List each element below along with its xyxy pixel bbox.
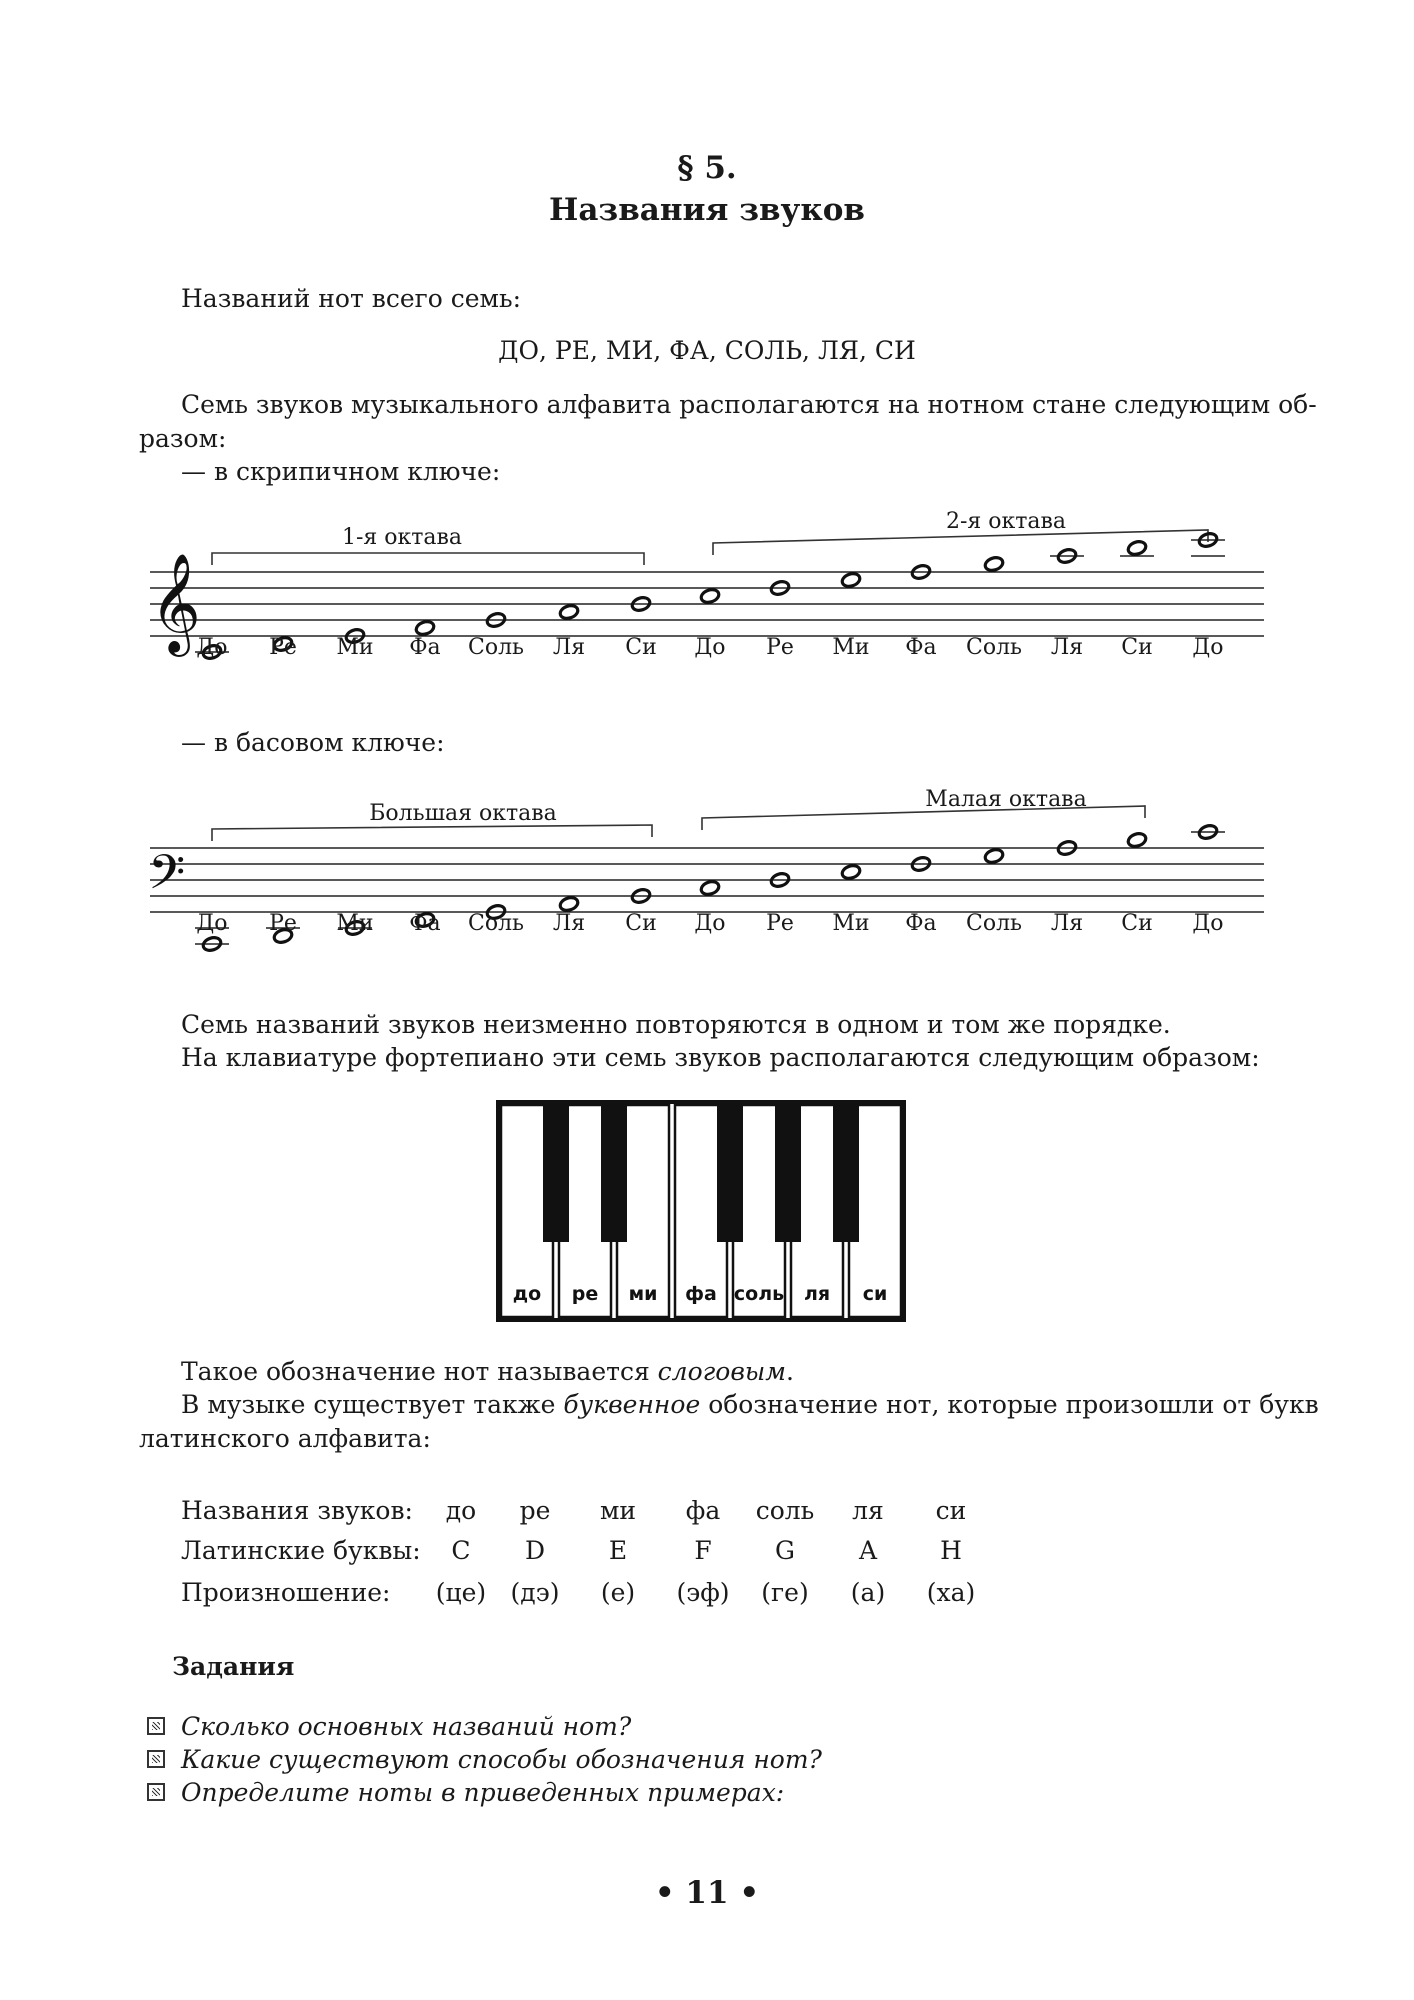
- bass-note-label: Ми: [336, 911, 374, 936]
- white-key-label: ре: [571, 1283, 599, 1305]
- bass-octave-bracket: [212, 825, 652, 841]
- table-cell: (ге): [761, 1578, 809, 1607]
- table-cell: фа: [685, 1496, 721, 1525]
- white-key-label: соль: [733, 1283, 785, 1305]
- white-key-label: ми: [628, 1283, 658, 1305]
- letter-paragraph-line1: [181, 1390, 1319, 1419]
- bass-staff: [0, 0, 1414, 980]
- task-item: [147, 1778, 784, 1807]
- table-cell: соль: [755, 1496, 815, 1525]
- letter-text-end: обозначение нот, которые произошли от букв: [700, 1390, 1319, 1419]
- treble-bracket2-label: 2-я октава: [945, 509, 1067, 534]
- treble-note-label: Соль: [965, 635, 1023, 660]
- black-key: [833, 1104, 859, 1242]
- table-row-label: Произношение:: [181, 1578, 391, 1607]
- checkbox-icon: [147, 1783, 165, 1801]
- bass-note-label: До: [694, 911, 726, 936]
- intro-paragraph: Названий нот всего семь:: [181, 284, 521, 313]
- page-number: • 11 •: [654, 1875, 760, 1911]
- page-title: Названия звуков: [549, 192, 865, 228]
- table-cell: E: [608, 1536, 628, 1565]
- checkbox-icon: [147, 1717, 165, 1735]
- treble-note-label: Ми: [832, 635, 870, 660]
- table-cell: (а): [850, 1578, 886, 1607]
- alphabet-paragraph-line2: разом:: [139, 424, 227, 453]
- letter-paragraph-line2: латинского алфавита:: [139, 1424, 431, 1453]
- table-row-label: Латинские буквы:: [181, 1536, 421, 1565]
- bass-note-head: [700, 880, 721, 897]
- treble-clef-icon: 𝄞: [150, 553, 201, 653]
- note-names-line: ДО, РЕ, МИ, ФА, СОЛЬ, ЛЯ, СИ: [498, 336, 916, 365]
- bass-note-head: [984, 848, 1005, 865]
- treble-note-label: Фа: [409, 635, 441, 660]
- bass-note-head: [1127, 832, 1148, 849]
- treble-note-label: Ре: [766, 635, 794, 660]
- bass-note-label: Фа: [409, 911, 441, 936]
- syllabic-text: Такое обозначение нот называется: [181, 1357, 658, 1386]
- task-text: Определите ноты в приведенных примерах:: [181, 1778, 785, 1807]
- bass-note-label: До: [1192, 911, 1224, 936]
- table-cell: (е): [600, 1578, 636, 1607]
- syllabic-emphasis: слоговым: [657, 1357, 786, 1386]
- black-key: [775, 1104, 801, 1242]
- table-cell: A: [858, 1536, 878, 1565]
- treble-note-label: Си: [1121, 635, 1153, 660]
- bass-note-label: Соль: [467, 911, 525, 936]
- treble-note-label: Ля: [1050, 635, 1084, 660]
- section-number: § 5.: [677, 150, 737, 186]
- black-key: [543, 1104, 569, 1242]
- bass-bracket1-label: Большая октава: [369, 801, 557, 826]
- treble-bracket1-label: 1-я октава: [341, 525, 463, 550]
- black-key: [601, 1104, 627, 1242]
- table-cell: G: [775, 1536, 795, 1565]
- treble-note-label: Фа: [905, 635, 937, 660]
- treble-note-label: До: [694, 635, 726, 660]
- alphabet-paragraph-line1: Семь звуков музыкального алфавита располагаются на нотном стане следующим об-: [181, 390, 1317, 419]
- table-cell: ми: [599, 1496, 637, 1525]
- bass-staff-lines: [150, 848, 1264, 912]
- bass-note-label: Ре: [766, 911, 794, 936]
- bass-note-label: Фа: [905, 911, 937, 936]
- syllabic-period: .: [785, 1357, 794, 1386]
- table-cell: ре: [519, 1496, 551, 1525]
- treble-note-label: Си: [625, 635, 657, 660]
- table-cell: C: [451, 1536, 471, 1565]
- piano-keyboard: [496, 1100, 906, 1322]
- checkbox-icon: [147, 1750, 165, 1768]
- white-key-label: ля: [803, 1283, 831, 1305]
- tasks-title: Задания: [172, 1652, 295, 1681]
- bass-note-label: Си: [625, 911, 657, 936]
- bass-clef-icon: 𝄢: [148, 844, 186, 912]
- table-cell: ля: [852, 1496, 884, 1525]
- bass-note-label: Ре: [269, 911, 297, 936]
- task-item: [147, 1745, 822, 1774]
- treble-note-label: До: [196, 635, 228, 660]
- bass-notes: [195, 824, 1225, 953]
- bass-note-label: Соль: [965, 911, 1023, 936]
- white-key-label: фа: [685, 1283, 717, 1305]
- bass-note-label: До: [196, 911, 228, 936]
- bass-note-head: [841, 864, 862, 881]
- bass-note-label: Си: [1121, 911, 1153, 936]
- bass-note-label: Ля: [552, 911, 586, 936]
- table-cell: си: [935, 1496, 967, 1525]
- task-item: [147, 1712, 631, 1741]
- black-key: [717, 1104, 743, 1242]
- treble-clef-caption: — в скрипичном ключе:: [181, 457, 501, 486]
- table-cell: F: [694, 1536, 712, 1565]
- table-cell: до: [445, 1496, 477, 1525]
- repeat-paragraph: Семь названий звуков неизменно повторяются в одном и том же порядке.: [181, 1010, 1171, 1039]
- bass-clef-caption: — в басовом ключе:: [181, 728, 445, 757]
- syllabic-paragraph: [181, 1357, 794, 1386]
- table-cell: D: [524, 1536, 546, 1565]
- table-cell: H: [940, 1536, 962, 1565]
- table-cell: (дэ): [510, 1578, 560, 1607]
- task-text: Какие существуют способы обозначения нот?: [181, 1745, 822, 1774]
- table-cell: (ха): [926, 1578, 976, 1607]
- table-row-label: Названия звуков:: [181, 1496, 413, 1525]
- letter-text-start: В музыке существует также: [181, 1390, 564, 1419]
- treble-note-label: Ре: [269, 635, 297, 660]
- white-key-label: си: [862, 1283, 888, 1305]
- table-cell: (эф): [676, 1578, 730, 1607]
- table-cell: (це): [435, 1578, 487, 1607]
- treble-note-label: Соль: [467, 635, 525, 660]
- white-key-label: до: [512, 1283, 542, 1305]
- task-text: Сколько основных названий нот?: [181, 1712, 632, 1741]
- keyboard-paragraph: На клавиатуре фортепиано эти семь звуков располагаются следующим образом:: [181, 1043, 1260, 1072]
- bass-note-label: Ми: [832, 911, 870, 936]
- bass-note-label: Ля: [1050, 911, 1084, 936]
- bass-note-head: [559, 896, 580, 913]
- treble-note-label: До: [1192, 635, 1224, 660]
- treble-note-label: Ля: [552, 635, 586, 660]
- treble-note-label: Ми: [336, 635, 374, 660]
- bass-bracket2-label: Малая октава: [925, 787, 1087, 812]
- letter-emphasis: буквенное: [563, 1390, 701, 1419]
